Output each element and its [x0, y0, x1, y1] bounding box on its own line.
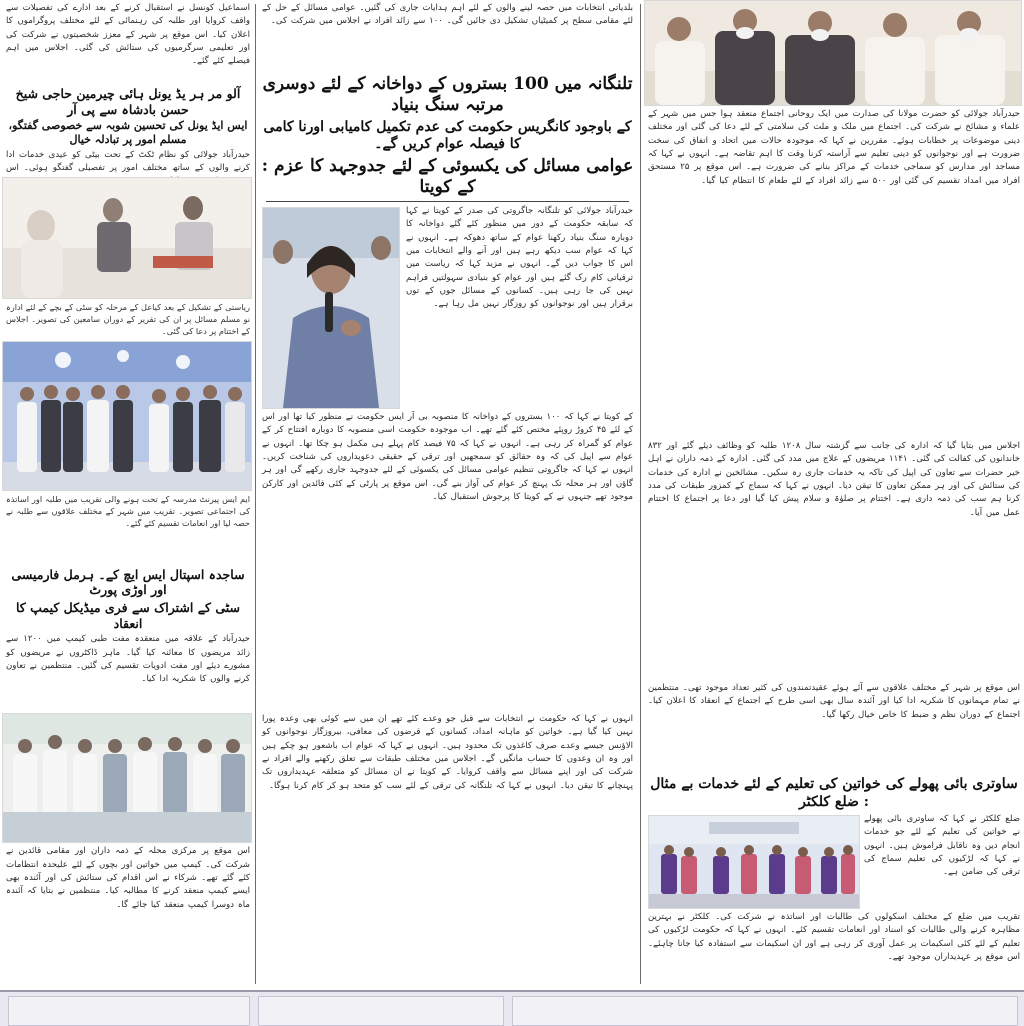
article-text: ضلع کلکٹر نے کہا کہ ساوتری بائی پھولے نے خواتین کی تعلیم کے لئے جو خدمات انجام دیں وہ ناقابل فراموش ہیں۔ انہوں نے کہا کہ لڑکیوں کی تعلیم سماج کی ترقی کی ضامن ہے۔ [864, 814, 1020, 878]
article-text: تقریب میں ضلع کے مختلف اسکولوں کی طالبات اور اساتذہ نے شرکت کی۔ کلکٹر نے بہترین مظاہرہ کرنے والی طالبات کو اسناد اور انعامات تقسیم کئے۔ انہوں نے کہا کہ حکومت لڑکیوں کی تعلیم کے لئے کئی اسکیمات پر عمل آوری کر رہی ہے اور ان اسکیمات سے استفادہ کیا جانا چاہئے۔ اس موقع پر عہدیداران موجود تھے۔ [648, 912, 1020, 962]
article-text: اس موقع پر شہر کے مختلف علاقوں سے آئے ہوئے عقیدتمندوں کی کثیر تعداد موجود تھی۔ منتظمین نے تمام مہمانوں کا شکریہ ادا کیا اور آئندہ سال بھی اسی طرح کے اجتماع کے انعقاد کا اعلان کیا۔ اجتماع کے دوران نظم و ضبط کا خاص خیال رکھا گیا۔ [648, 683, 1020, 720]
article-headline: ساوتری بائی پھولے کی خواتین کی تعلیم کے لئے خدمات بے مثال : ضلع کلکٹر [650, 776, 1018, 810]
news-photo [2, 713, 252, 843]
article-text: حیدرآباد جولائی کو تلنگانہ جاگروتی کی صدر کے کویتا نے کہا کہ سابقہ حکومت کے دور میں منظور کئے گئے دواخانہ کا دوبارہ سنگ بنیاد رکھنا عوام کے ساتھ دھوکہ ہے۔ انہوں نے کہا کہ عوام سب دیکھ رہے ہیں اور آنے والے انتخابات میں اس کا جواب دیں گے۔ انہوں نے مزید کہا کہ ریاست میں ترقیاتی کام رک گئے ہیں اور عوام کو بنیادی سہولتیں فراہم نہیں کی جا رہی ہیں۔ کسانوں کے مسائل جوں کے توں برقرار ہیں اور نوجوانوں کو روزگار نہیں مل رہا ہے۔ [406, 206, 633, 310]
article-text: حیدرآباد کے علاقہ میں منعقدہ مفت طبی کیمپ میں ۱۲۰۰ سے زائد مریضوں کا معائنہ کیا گیا۔ ماہر ڈاکٹروں نے مریضوں کو مشورے دیئے اور مفت ادویات تقسیم کی گئیں۔ منتظمین نے تعاون کرنے والوں کا شکریہ ادا کیا۔ [6, 634, 250, 685]
headline-divider [266, 201, 629, 202]
right-column [646, 0, 1022, 988]
ad-panel [512, 996, 1018, 1026]
article-text: اس موقع پر مرکزی محلہ کے ذمہ داران اور مقامی قائدین نے شرکت کی۔ کیمپ میں خواتین اور بچوں کے لئے علیحدہ انتظامات کئے گئے تھے۔ شرکاء نے اس اقدام کی ستائش کی اور آئندہ بھی ایسے کیمپ منعقد کرنے کا مطالبہ کیا۔ منتظمین نے بتایا کہ آئندہ ماہ دوسرا کیمپ منعقد کیا جائے گا۔ [6, 846, 250, 910]
ad-panel [8, 996, 250, 1026]
news-photo [2, 341, 252, 491]
article-headline: آلو مر ہر یڈ یونل ہائی چیرمین حاجی شیخ حسن بادشاہ سے پی آر [15, 86, 241, 117]
article-text: بلدیاتی انتخابات میں حصہ لینے والوں کے لئے اہم ہدایات جاری کی گئیں۔ عوامی مسائل کے حل کے لئے مقامی سطح پر کمیٹیاں تشکیل دی جائیں گی۔ ۱۰۰ سے زائد افراد نے اجلاس میں شرکت کی۔ [262, 3, 633, 27]
news-photo-speaker [262, 207, 400, 409]
article-headline: کے باوجود کانگریس حکومت کی عدم تکمیل کامیابی اورنا کامی کا فیصلہ عوام کریں گے۔ [263, 118, 632, 152]
article-text: اسماعیل کونسل نے استقبال کرنے کے بعد ادارے کی تفصیلات سے واقف کروایا اور طلبہ کی رہنمائی کے لئے مختلف پروگراموں کا اعلان کیا۔ اس موقع پر شہر کے معزز شخصیتوں نے شرکت کی اور تعلیمی سرگرمیوں کی ستائش کی گئی۔ اجلاس میں اہم فیصلے کئے گئے۔ [6, 3, 250, 67]
article-text: حیدرآباد جولائی کو حضرت مولانا کی صدارت میں ایک روحانی اجتماع منعقد ہوا جس میں شہر کے علماء و مشائخ نے شرکت کی۔ اجتماع میں ملک و ملت کی سلامتی کے لئے دعا کی گئی اور مختلف دینی موضوعات پر خطابات ہوئے۔ مقررین نے کہا کہ موجودہ حالات میں اتحاد و اتفاق کی سخت ضرورت ہے اور نوجوانوں کو دینی تعلیم سے آراستہ کرنا وقت کا اہم تقاضہ ہے۔ انہوں نے کہا کہ مساجد اور مدارس کو سماجی خدمات کے مراکز بنانے کی ضرورت ہے۔ اس موقع پر ۲۵ مستحق افراد میں امداد تقسیم کی گئی اور ۵۰۰ سے زائد افراد کے لئے طعام کا انتظام کیا گیا۔ [648, 109, 1020, 186]
column-divider [640, 4, 641, 984]
news-photo [648, 815, 860, 909]
article-subheadline: سٹی کے اشتراک سے فری میڈیکل کیمپ کا انعقاد [16, 600, 240, 631]
ad-panel [258, 996, 504, 1026]
article-text: حیدرآباد جولائی کو نظام ٹکٹ کے تحت بیٹی کو عیدی خدمات ادا کرنے والوں کے ساتھ مختلف امور پر تفصیلی گفتگو ہوئی۔ اس [6, 149, 250, 174]
article-headline: عوامی مسائل کی یکسوئی کے لئے جدوجہد کا عزم : کے کویتا [261, 155, 634, 197]
article-text: اجلاس میں بتایا گیا کہ ادارہ کی جانب سے گزشتہ سال ۱۲۰۸ طلبہ کو وظائف دیئے گئے اور ۸۳۲ خاندانوں کی کفالت کی گئی۔ ۱۱۴۱ مریضوں کے علاج میں مدد کی گئی۔ ادارہ کے ذمہ داران نے اہل خیر حضرات سے تعاون کی اپیل کی تاکہ یہ خدمات جاری رہ سکیں۔ مشائخین نے ادارہ کی خدمات کی ستائش کی اور ہر ممکن تعاون کا تیقن دیا۔ انہوں نے کہا کہ سماج کے کمزور طبقات کی مدد کرنا ہم سب کی ذمہ داری ہے۔ اختتام پر صلوٰۃ و سلام پیش کیا گیا اور دعا پر اجتماع کا اختتام عمل میں آیا۔ [648, 441, 1020, 518]
article-text: کے کویتا نے کہا کہ ۱۰۰ بستروں کے دواخانہ کا منصوبہ بی آر ایس حکومت نے منظور کیا تھا اور اس کے لئے ۴۵ کروڑ روپئے مختص کئے گئے تھے۔ اب موجودہ حکومت اسی منصوبہ کا دوبارہ افتتاح کر کے عوام کو گمراہ کر رہی ہے۔ انہوں نے کہا کہ ۷۵ فیصد کام پہلے ہی مکمل ہو چکا تھا۔ انہوں نے عوام سے اپیل کی کہ وہ حقائق کو سمجھیں اور ترقی کے حقیقی دعویداروں کی شناخت کریں۔ انہوں نے کہا کہ جاگروتی تنظیم عوامی مسائل کی یکسوئی کے لئے جدوجہد جاری رکھے گی اور ہر گاؤں اور ہر محلہ تک پہنچ کر عوام کی آواز بنے گی۔ اس موقع پر پارٹی کے کئی قائدین اور کارکن موجود تھے جنہوں نے کے کویتا کا پرجوش استقبال کیا۔ [262, 412, 634, 502]
advertisement-strip [0, 990, 1024, 1026]
photo-caption: ایم ایس پیرنٹ مدرسہ کے تحت ہونے والی تقریب میں طلبہ اور اساتذہ کی اجتماعی تصویر۔ تقریب میں شہر کے مختلف علاقوں سے طلبہ نے حصہ لیا اور انعامات تقسیم کئے گئے۔ [6, 493, 250, 529]
left-column [4, 0, 252, 988]
news-photo [644, 0, 1022, 106]
column-divider [255, 4, 256, 984]
middle-column [260, 0, 635, 988]
article-subheadline: ایس ایڈ یونل کی تحسین شوبہ سے خصوصی گفتگو، مسلم امور پر تبادلہ خیال [8, 119, 248, 146]
news-photo [2, 177, 252, 299]
article-text: انہوں نے کہا کہ حکومت نے انتخابات سے قبل جو وعدے کئے تھے ان میں سے کوئی بھی وعدہ پورا نہیں کیا گیا ہے۔ خواتین کو ماہانہ امداد، کسانوں کے قرضوں کی معافی، بیروزگار نوجوانوں کو الاؤنس جیسے وعدے صرف کاغذوں تک محدود ہیں۔ انہوں نے کہا کہ عوام اب باشعور ہو چکے ہیں اور وہ ان وعدوں کا حساب مانگیں گے۔ اجلاس میں مختلف طبقات سے تعلق رکھنے والے افراد نے شرکت کی اور اپنے مسائل سے واقف کروایا۔ کے کویتا نے ان مسائل کو متعلقہ عہدیداروں تک پہنچانے کا تیقن دیا۔ انہوں نے کہا کہ تلنگانہ کی ترقی کے لئے سب کو متحد ہو کر کام کرنا ہوگا۔ [262, 714, 633, 791]
article-headline: تلنگانہ میں 100 بستروں کے دواخانہ کے لئے دوسری مرتبہ سنگ بنیاد [262, 74, 633, 116]
photo-caption: ریاستی کے تشکیل کے بعد کیاعل کے مرحلہ کو سٹی کے بچے کے لئے ادارہ نو مسلم مسائل پر ان کی تقریر کے دوران سامعین کی تصویر۔ اجلاس کے اختتام پر دعا کی گئی۔ [6, 301, 250, 337]
article-headline: ساجدہ اسپتال ایس ایچ کے۔ ہرمل فارمیسی اور اوڑی پورٹ [11, 566, 245, 598]
